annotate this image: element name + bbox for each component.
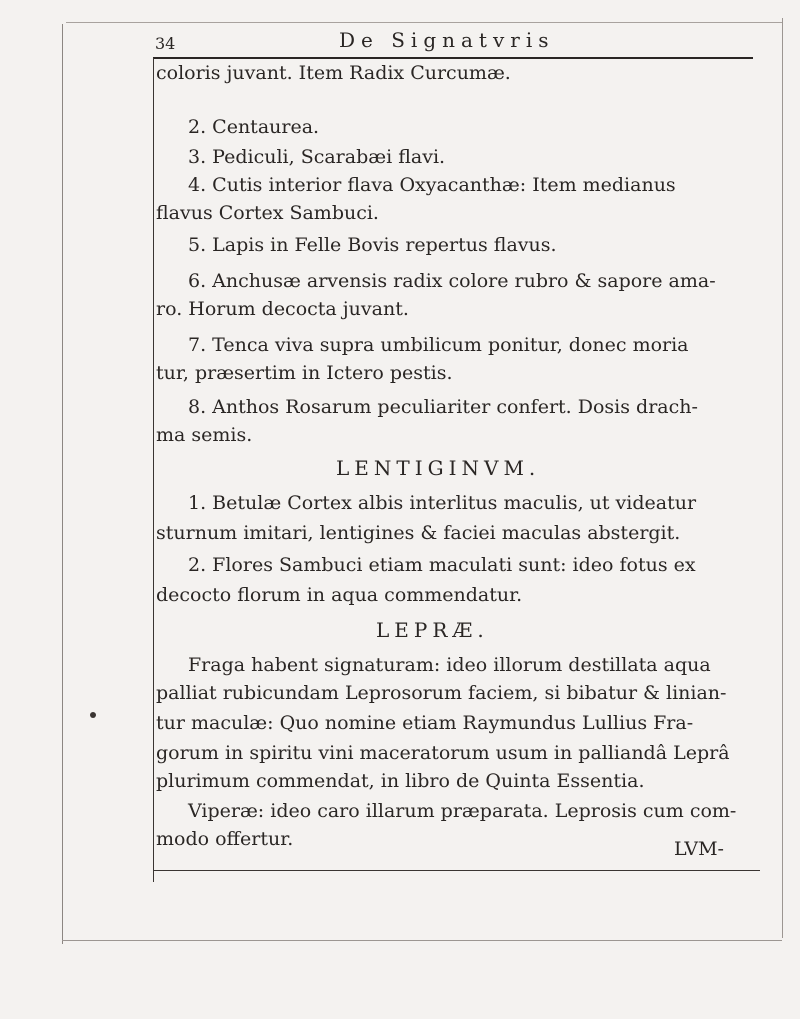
text-line: sturnum imitari, lentigines & faciei maculas abstergit. [156, 522, 681, 544]
text-line: 8. Anthos Rosarum peculiariter confert. Dosis drach- [188, 396, 698, 418]
text-line: gorum in spiritu vini maceratorum usum in palliandâ Leprâ [156, 742, 730, 764]
page-edge-bottom [62, 940, 782, 941]
text-line: palliat rubicundam Leprosorum faciem, si bibatur & linian- [156, 682, 727, 704]
text-line: 6. Anchusæ arvensis radix colore rubro & sapore ama- [188, 270, 716, 292]
page-number: 34 [155, 34, 176, 53]
text-line: 2. Centaurea. [188, 116, 320, 138]
printed-page [153, 28, 765, 860]
text-line: tur, præsertim in Ictero pestis. [156, 362, 453, 384]
text-line: modo offertur. [156, 828, 294, 850]
running-title: De Signatvris [339, 28, 555, 52]
text-line: flavus Cortex Sambuci. [156, 202, 379, 224]
section-heading-lepra: LEPRÆ. [376, 618, 489, 642]
ink-speck [90, 712, 96, 718]
text-line: Fraga habent signaturam: ideo illorum destillata aqua [188, 654, 711, 676]
page-edge-left [62, 24, 63, 944]
bottom-rule [154, 870, 760, 871]
catchword: LVM- [674, 838, 724, 860]
page-edge-right [782, 18, 783, 938]
text-line: 3. Pediculi, Scarabæi flavi. [188, 146, 446, 168]
page-header [153, 28, 765, 58]
text-line: decocto florum in aqua commendatur. [156, 584, 523, 606]
section-heading-lentiginum: LENTIGINVM. [336, 456, 541, 480]
text-line: 1. Betulæ Cortex albis interlitus maculis, ut videatur [188, 492, 697, 514]
text-line: 5. Lapis in Felle Bovis repertus flavus. [188, 234, 557, 256]
text-line: 4. Cutis interior flava Oxyacanthæ: Item medianus [188, 174, 676, 196]
text-line: tur maculæ: Quo nomine etiam Raymundus Lullius Fra- [156, 712, 694, 734]
text-line: plurimum commendat, in libro de Quinta Essentia. [156, 770, 645, 792]
text-line: ro. Horum decocta juvant. [156, 298, 409, 320]
text-line: ma semis. [156, 424, 253, 446]
text-line: 7. Tenca viva supra umbilicum ponitur, donec moria [188, 334, 689, 356]
text-line: coloris juvant. Item Radix Curcumæ. [156, 62, 511, 84]
text-line: 2. Flores Sambuci etiam maculati sunt: ideo fotus ex [188, 554, 696, 576]
page-body [153, 58, 766, 882]
page-edge-top [66, 22, 782, 23]
text-line: Viperæ: ideo caro illarum præparata. Leprosis cum com- [188, 800, 737, 822]
